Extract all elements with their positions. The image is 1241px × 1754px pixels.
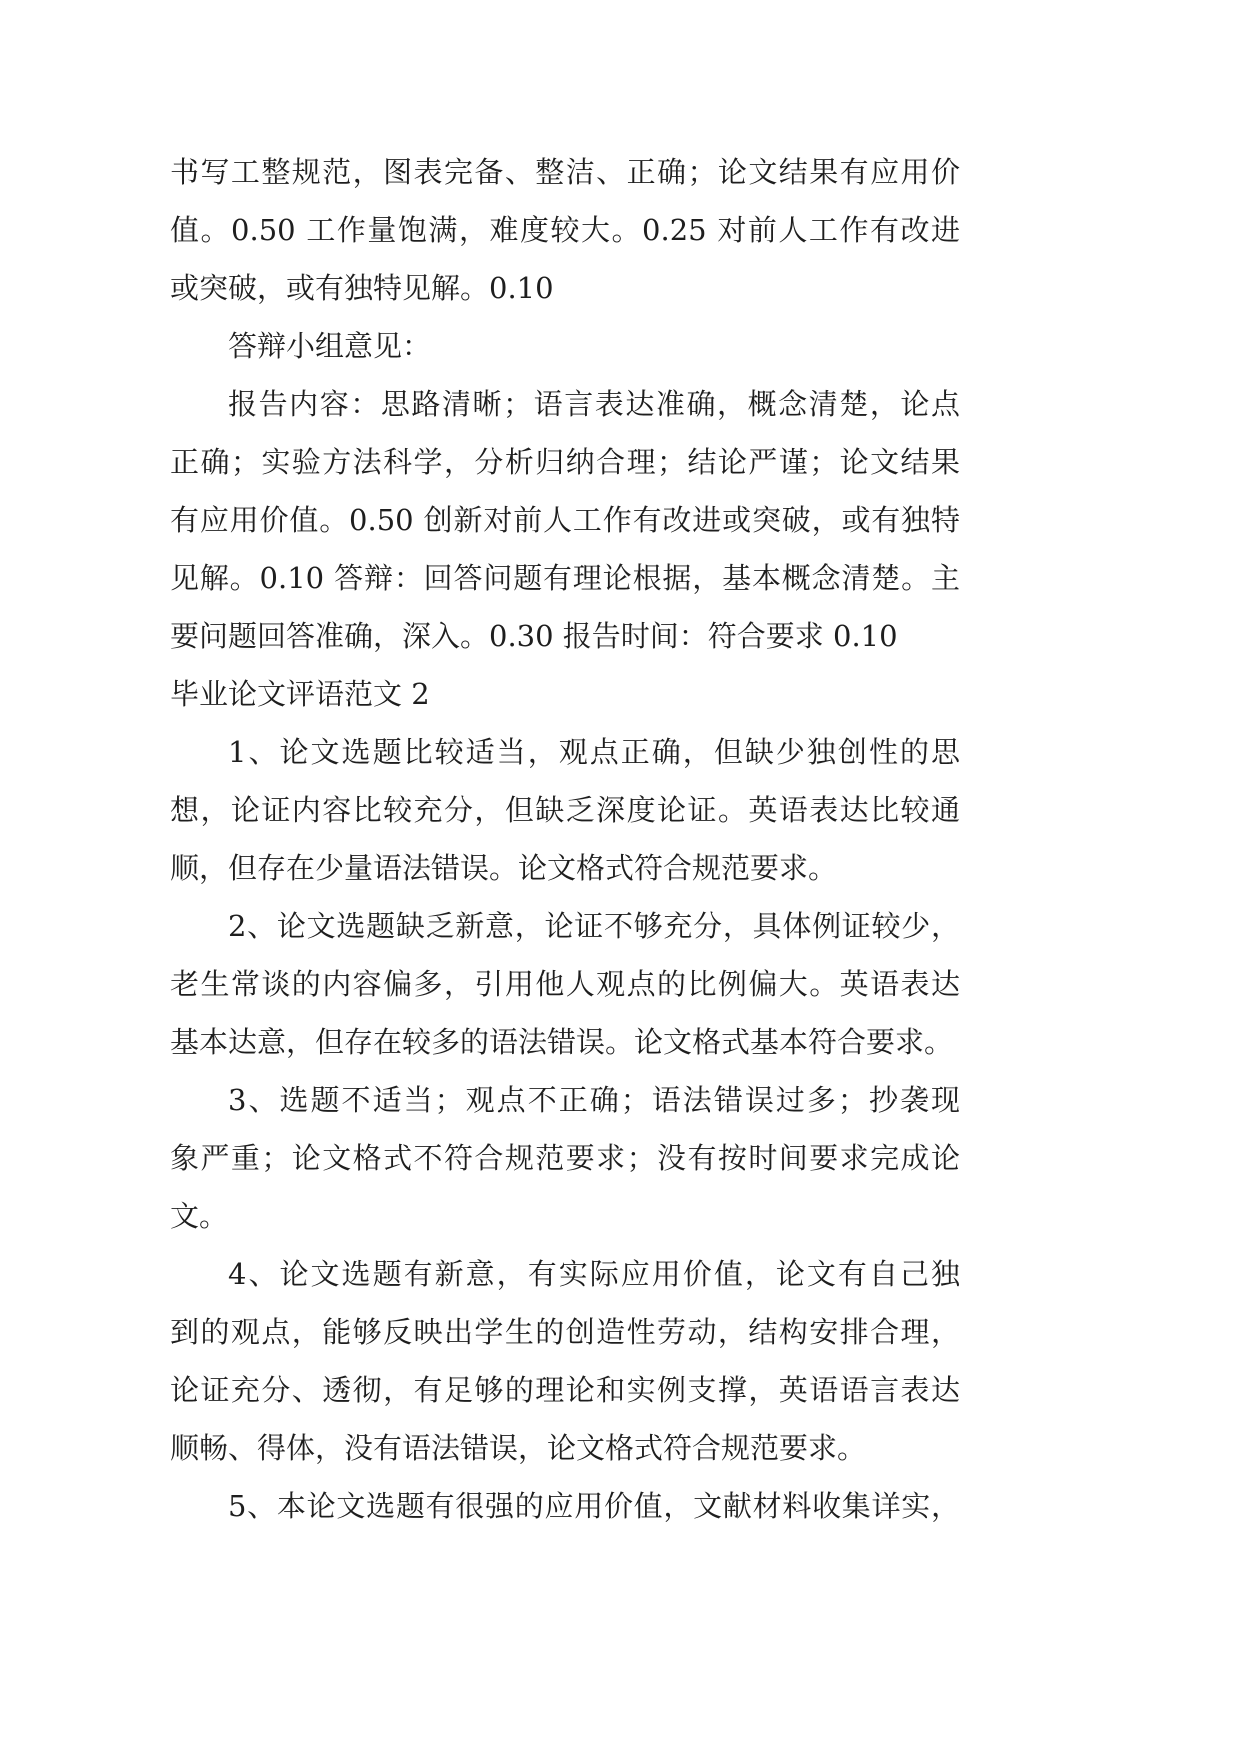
text-line: 1、论文选题比较适当，观点正确，但缺少独创性的思 bbox=[228, 735, 960, 769]
text-line: 4、论文选题有新意，有实际应用价值，论文有自己独 bbox=[228, 1257, 960, 1291]
text-line: 3、选题不适当；观点不正确；语法错误过多；抄袭现 bbox=[228, 1083, 960, 1117]
text-line: 基本达意，但存在较多的语法错误。论文格式基本符合要求。 bbox=[170, 1025, 954, 1059]
text-line: 5、本论文选题有很强的应用价值，文献材料收集详实， bbox=[228, 1489, 960, 1523]
committee-heading: 答辩小组意见： bbox=[228, 329, 432, 363]
section-title: 毕业论文评语范文 2 bbox=[170, 677, 430, 711]
text-line: 老生常谈的内容偏多，引用他人观点的比例偏大。英语表达 bbox=[170, 967, 960, 1001]
text-line: 正确；实验方法科学，分析归纳合理；结论严谨；论文结果 bbox=[170, 445, 960, 479]
document-body bbox=[170, 143, 960, 1535]
comment-paragraph-3 bbox=[170, 1071, 960, 1245]
text-line: 顺畅、得体，没有语法错误，论文格式符合规范要求。 bbox=[170, 1431, 867, 1465]
text-line: 到的观点，能够反映出学生的创造性劳动，结构安排合理， bbox=[170, 1315, 960, 1349]
text-line: 顺，但存在少量语法错误。论文格式符合规范要求。 bbox=[170, 851, 838, 885]
text-line: 有应用价值。0.50 创新对前人工作有改进或突破，或有独特 bbox=[170, 503, 960, 537]
text-line: 值。0.50 工作量饱满，难度较大。0.25 对前人工作有改进 bbox=[170, 213, 960, 247]
text-line: 2、论文选题缺乏新意，论证不够充分，具体例证较少， bbox=[228, 909, 960, 943]
text-line: 见解。0.10 答辩：回答问题有理论根据，基本概念清楚。主 bbox=[170, 561, 960, 595]
text-line: 要问题回答准确，深入。0.30 报告时间：符合要求 0.10 bbox=[170, 619, 898, 653]
committee-opinion-paragraph bbox=[170, 375, 960, 665]
comment-paragraph-2 bbox=[170, 897, 960, 1071]
text-line: 文。 bbox=[170, 1199, 229, 1233]
text-line: 或突破，或有独特见解。0.10 bbox=[170, 271, 554, 305]
section-title-paragraph bbox=[170, 665, 960, 723]
comment-paragraph-1 bbox=[170, 723, 960, 897]
paragraph-continued bbox=[170, 143, 960, 317]
committee-heading-paragraph bbox=[170, 317, 960, 375]
comment-paragraph-5 bbox=[170, 1477, 960, 1535]
text-line: 报告内容：思路清晰；语言表达准确，概念清楚，论点 bbox=[228, 387, 960, 421]
text-line: 论证充分、透彻，有足够的理论和实例支撑，英语语言表达 bbox=[170, 1373, 960, 1407]
text-line: 书写工整规范，图表完备、整洁、正确；论文结果有应用价 bbox=[170, 155, 960, 189]
text-line: 象严重；论文格式不符合规范要求；没有按时间要求完成论 bbox=[170, 1141, 960, 1175]
text-line: 想，论证内容比较充分，但缺乏深度论证。英语表达比较通 bbox=[170, 793, 960, 827]
comment-paragraph-4 bbox=[170, 1245, 960, 1477]
